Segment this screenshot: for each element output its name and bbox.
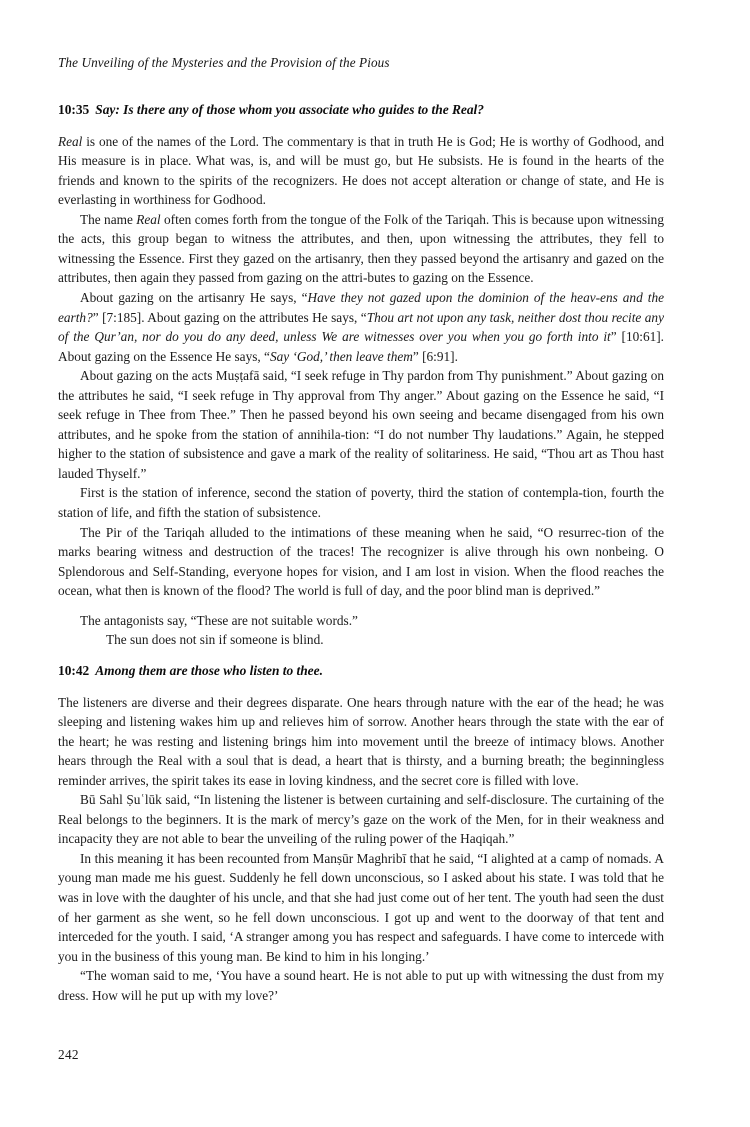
text-run: First is the station of inference, second the station of poverty, third the station of contempla-tion, fourth the station of life, and fifth the station of subsistence.	[58, 485, 664, 520]
body-paragraph	[58, 966, 664, 1005]
text-run: In this meaning it has been recounted from Manṣūr Maghribī that he said, “I alighted at a camp of nomads. A young man made me his guest. Suddenly he fell down unconscious, so I asked about his state. I was told that he was in love with the daughter of his uncle, and that she had just come out of her tent. The youth had seen the dust of her garment as she went, so he fell down unconscious. I got up and went to the doorway of that tent and interceded for the youth. I said, ‘A stranger among you has respect and safeguards. I have come to intercede with you in the business of this young man. Be kind to him in his longing.’	[58, 850, 664, 964]
body-paragraph	[58, 132, 664, 210]
body-paragraph	[58, 483, 664, 522]
italic-run: Real	[136, 211, 161, 227]
section-spacer	[58, 650, 664, 663]
text-run: often comes forth from the tongue of the Folk of the Tariqah. This is because upon witnessing the acts, this group began to witness the attributes, and then, upon witnessing the attributes, they fell to witnessing the Essence. First they gazed on the artisanry, then they passed beyond the artisanry and gazed on the attributes, then again they passed from gazing on the attri-butes to gazing on the Essence.	[58, 211, 664, 286]
text-run: is one of the names of the Lord. The commentary is that in truth He is God; He is worthy of Godhood, and His measure is in place. What was, is, and will be must go, but He subsists. He is found in the hearts of the friends and known to the spirits of the recognizers. He does not accept alteration or change of state, and He is everlasting in worthiness for Godhood.	[58, 133, 664, 208]
quote-line: The antagonists say, “These are not suitable words.”	[80, 612, 358, 628]
body-paragraph	[58, 288, 664, 366]
body-paragraph	[58, 693, 664, 791]
verse-text: Among them are those who listen to thee.	[95, 662, 323, 678]
text-run: The listeners are diverse and their degrees disparate. One hears through nature with the ear of the head; he was sleeping and listening wakes him up and relieves him of sorrow. Another hears through the state with the ear of the heart; he was resting and listening brings him into movement until the breeze of intimacy blows. Another hears through the Real with a soul that is dead, a heart that is thirsty, and a burning breath; the beginningless reminder arrives, the spirit takes its ease in loving kindness, and the secret core is filled with love.	[58, 694, 664, 788]
page-number: 242	[58, 1047, 79, 1062]
verse-text: Say: Is there any of those whom you associate who guides to the Real?	[95, 101, 484, 117]
text-run: ” [6:91].	[412, 348, 458, 364]
italic-run: Have they not gazed upon the dominion of the heav-ens and the earth?	[58, 289, 664, 325]
body-paragraph	[58, 849, 664, 966]
verse-heading	[58, 102, 664, 119]
body-paragraph	[58, 366, 664, 483]
text-run: About gazing on the artisanry He says, “	[80, 289, 308, 305]
body-paragraph	[58, 523, 664, 601]
italic-run: Say ‘God,’ then leave them	[269, 348, 413, 364]
text-run: “The woman said to me, ‘You have a sound heart. He is not able to put up with witnessing the dust from my dress. How will he put up with my love?’	[58, 968, 664, 1003]
page-content	[58, 55, 664, 1005]
body-paragraph	[58, 210, 664, 288]
verse-heading	[58, 663, 664, 680]
text-run: ” [7:185]. About gazing on the attributes He says, “	[92, 309, 367, 325]
sections-container	[58, 102, 664, 1005]
text-run: The Pir of the Tariqah alluded to the intimations of these meaning when he said, “O resurrec-tion of the marks bearing witness and destruction of the traces! The recognizer is alive through his own nonbeing. O Splendorous and Self-Standing, everyone hopes for vision, and I am lost in vision. When the flood reaches the ocean, what then is known of the flood? The world is full of day, and the poor blind man is deprived.”	[58, 524, 664, 599]
italic-run: Real	[58, 133, 83, 149]
running-head: The Unveiling of the Mysteries and the Provision of the Pious	[58, 55, 390, 70]
italic-run: Thou art not upon any task, neither dost thou recite any of the Qur’an, nor do you do any deed, unless We are witnesses over you when you go forth into it	[58, 309, 664, 345]
text-run: The name	[80, 211, 137, 227]
verse-number: 10:42	[58, 662, 90, 678]
text-run: Bū Sahl Ṣuʿlūk said, “In listening the listener is between curtaining and self-disclosure. The curtaining of the Real belongs to the beginners. It is the mark of mercy’s gaze on the work of the Men, for in their weakness and incapacity they are not able to bear the unveiling of the ruling power of the Haqiqah.”	[58, 792, 664, 847]
quote-line: The sun does not sin if someone is blind.	[106, 632, 324, 648]
verse-number: 10:35	[58, 101, 90, 117]
text-run: ” [10:61]. About gazing on the Essence He says, “	[58, 329, 664, 364]
body-paragraph	[58, 790, 664, 849]
text-run: About gazing on the acts Muṣṭafā said, “I seek refuge in Thy pardon from Thy punishment.” About gazing on the attributes he said, “I seek refuge in Thy approval from Thy anger.” About gazing on the Essence he said, “I seek refuge in Thee from Thee.” Then he passed beyond his own seeing and became disengaged from his own attributes, and he spoke from the station of annihila-tion: “I do not number Thy laudations.” Again, he stepped higher to the station of subsistence and gave a mark of the reality of solitariness. He said, “Thou art as Thou hast lauded Thyself.”	[58, 368, 664, 481]
quote-spacer	[58, 601, 664, 611]
